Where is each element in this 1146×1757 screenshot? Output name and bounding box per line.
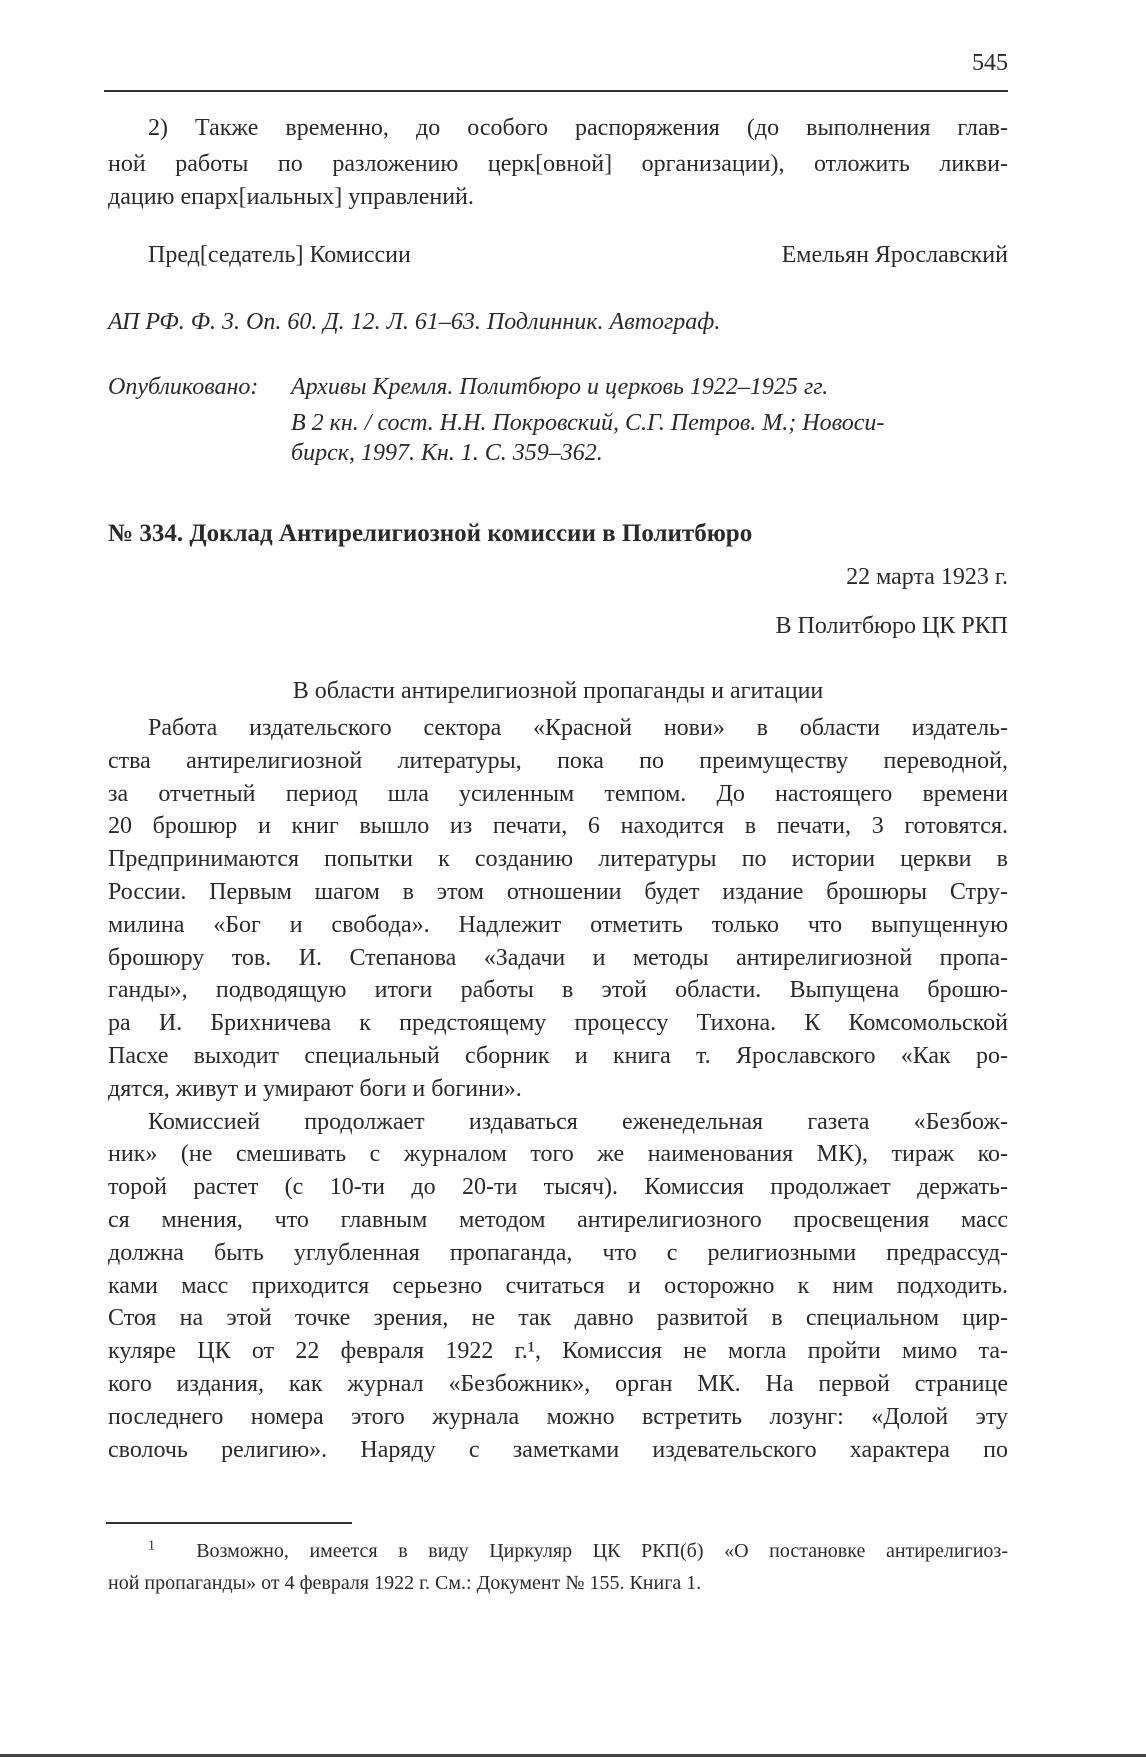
published-line: Архивы Кремля. Политбюро и церковь 1922–1925 гг. — [291, 374, 829, 400]
footnote-text: Возможно, имеется в виду Циркуляр ЦК РКП(б) «О постановке антирелигиоз- — [196, 1540, 1008, 1562]
body-line: куляре ЦК от 22 февраля 1922 г.¹, Комиссия не могла пройти мимо та- — [108, 1338, 1008, 1365]
footnote-marker: 1 — [148, 1538, 155, 1554]
archive-reference: АП РФ. Ф. 3. Оп. 60. Д. 12. Л. 61–63. Подлинник. Автограф. — [108, 309, 721, 335]
published-line: бирск, 1997. Кн. 1. С. 359–362. — [291, 440, 603, 466]
body-line: Работа издательского сектора «Красной нови» в области издатель- — [148, 715, 1008, 741]
document-addressee: В Политбюро ЦК РКП — [775, 613, 1008, 639]
body-line: Пасхе выходит специальный сборник и книга т. Ярославского «Как ро- — [108, 1043, 1008, 1069]
body-line: милина «Бог и свобода». Надлежит отметить только что выпущенную — [108, 911, 1008, 938]
body-line: ками масс приходится серьезно считаться и осторожно к ним подходить. — [108, 1272, 1008, 1299]
section-title: В области антирелигиозной пропаганды и агитации — [292, 678, 824, 704]
body-line: России. Первым шагом в этом отношении будет издание брошюры Стру- — [108, 879, 1008, 905]
footnote-rule — [106, 1522, 352, 1524]
document-heading: № 334. Доклад Антирелигиозной комиссии в Политбюро — [108, 520, 753, 547]
signature-name: Емельян Ярославский — [781, 242, 1008, 268]
body-line: ства антирелигиозной литературы, пока по преимуществу переводной, — [108, 747, 1008, 774]
page-number: 545 — [972, 50, 1008, 76]
body-line: 20 брошюр и книг вышло из печати, 6 находится в печати, 3 готовятся. — [108, 813, 1008, 840]
footnote-line: ной пропаганды» от 4 февраля 1922 г. См.: Документ № 155. Книга 1. — [108, 1572, 702, 1594]
body-line: сволочь религию». Наряду с заметками издевательского характера по — [108, 1436, 1008, 1463]
footnote-line — [108, 1540, 1008, 1563]
body-line: за отчетный период шла усиленным темпом. До настоящего времени — [108, 780, 1008, 807]
header-rule — [104, 90, 1008, 92]
body-line: Предпринимаются попытки к созданию литературы по истории церкви в — [108, 846, 1008, 873]
body-line: ник» (не смешивать с журналом того же наименования МК), тираж ко- — [108, 1141, 1008, 1168]
body-line: ганды», подводящую итоги работы в этой области. Выпущена брошю- — [108, 977, 1008, 1004]
body-line: торой растет (с 10-ти до 20-ти тысяч). Комиссия продолжает держать- — [108, 1174, 1008, 1201]
body-line: кого издания, как журнал «Безбожник», орган МК. На первой странице — [108, 1371, 1008, 1397]
signature-title: Пред[седатель] Комиссии — [148, 242, 411, 268]
body-line: ся мнения, что главным методом антирелигиозного просвещения масс — [108, 1207, 1008, 1233]
published-label: Опубликовано: — [108, 374, 259, 400]
document-date: 22 марта 1923 г. — [846, 564, 1008, 590]
body-line: брошюру тов. И. Степанова «Задачи и методы антирелигиозной пропа- — [108, 944, 1008, 971]
top-paragraph-line: ной работы по разложению церк[овной] организации), отложить ликви- — [108, 151, 1008, 177]
published-line: В 2 кн. / сост. Н.Н. Покровский, С.Г. Петров. М.; Новоси- — [291, 410, 885, 436]
body-line: дятся, живут и умирают боги и богини». — [108, 1075, 522, 1102]
body-line: должна быть углубленная пропаганда, что с религиозными предрассуд- — [108, 1239, 1008, 1266]
body-line: Комиссией продолжает издаваться еженедельная газета «Безбож- — [148, 1108, 1008, 1135]
body-line: ра И. Брихничева к предстоящему процессу Тихона. К Комсомольской — [108, 1010, 1008, 1037]
top-paragraph-line: дацию епарх[иальных] управлений. — [108, 184, 474, 210]
body-line: последнего номера этого журнала можно встретить лозунг: «Долой эту — [108, 1403, 1008, 1430]
body-line: Стоя на этой точке зрения, не так давно развитой в специальном цир- — [108, 1305, 1008, 1332]
top-paragraph-line: 2) Также временно, до особого распоряжения (до выполнения глав- — [148, 115, 1008, 141]
